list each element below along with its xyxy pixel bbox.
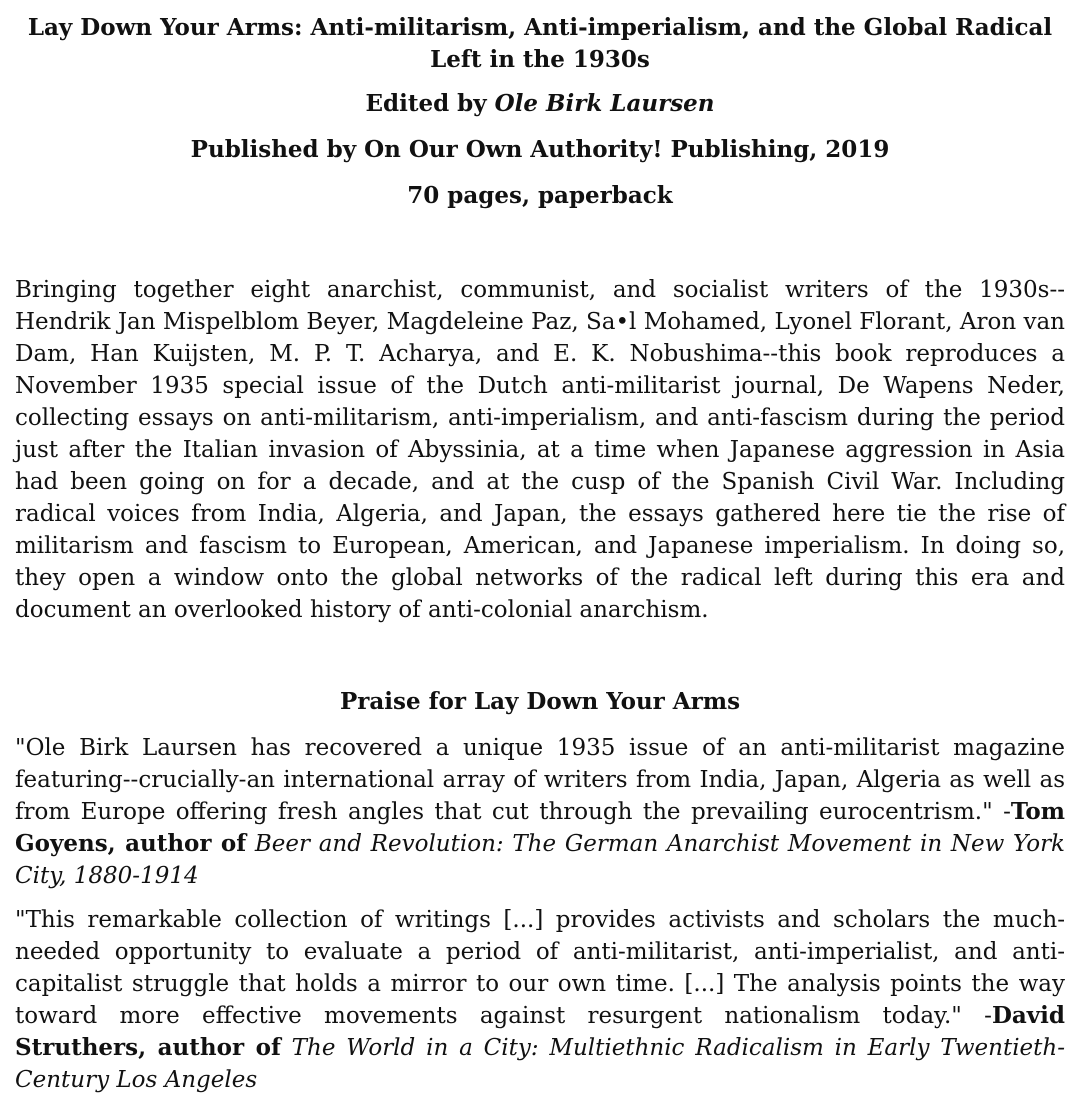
quote-book-title: Beer and Revolution: The German Anarchist Movement in New York City, 1880-1914 [15, 831, 1065, 889]
praise-quote [15, 732, 1065, 892]
praise-heading: Praise for Lay Down Your Arms [339, 688, 741, 715]
publisher-line: Published by On Our Own Authority! Publishing, 2019 [190, 136, 890, 163]
edited-by-label: Edited by [365, 90, 495, 117]
praise-quote [15, 904, 1065, 1096]
book-description: Bringing together eight anarchist, communist, and socialist writers of the 1930s--Hendrik Jan Mispelblom Beyer, Magdeleine Paz, Sa•l Mohamed, Lyonel Florant, Aron van Dam, Han Kuijsten, M. P. T. Acharya, and E. K. Nobushima--this book reproduces a November 1935 special issue of the Dutch anti-militarist journal, De Wapens Neder, collecting essays on anti-militarism, anti-imperialism, and anti-fascism during the period just after the Italian invasion of Abyssinia, at a time when Japanese aggression in Asia had been going on for a decade, and at the cusp of the Spanish Civil War. Including radical voices from India, Algeria, and Japan, the essays gathered here tie the rise of militarism and fascism to European, American, and Japanese imperialism. In doing so, they open a window onto the global networks of the radical left during this era and document an overlooked history of anti-colonial anarchism. [15, 277, 1065, 623]
quote-text: "This remarkable collection of writings [...] provides activists and scholars the much-needed opportunity to evaluate a period of anti-militarist, anti-imperialist, and anti-capitalist struggle that holds a mirror to our own time. [...] The analysis points the way toward more effective movements against resurgent nationalism today." - [15, 907, 1065, 1029]
book-title: Lay Down Your Arms: Anti-militarism, Anti-imperialism, and the Global Radical Left in the 1930s [27, 14, 1053, 73]
section-spacer [15, 226, 1065, 274]
quote-author: David Struthers, author of [15, 1002, 1065, 1061]
quote-author: Tom Goyens, author of [15, 798, 1065, 857]
format-line: 70 pages, paperback [407, 182, 673, 209]
quote-text: "Ole Birk Laursen has recovered a unique 1935 issue of an anti-militarist magazine featuring--crucially-an international array of writers from India, Japan, Algeria as well as from Europe offering fresh angles that cut through the prevailing eurocentrism." - [15, 735, 1065, 825]
editor-name: Ole Birk Laursen [494, 90, 715, 117]
quote-book-title: The World in a City: Multiethnic Radicalism in Early Twentieth-Century Los Angeles [15, 1035, 1065, 1093]
editor-line [15, 88, 1065, 120]
